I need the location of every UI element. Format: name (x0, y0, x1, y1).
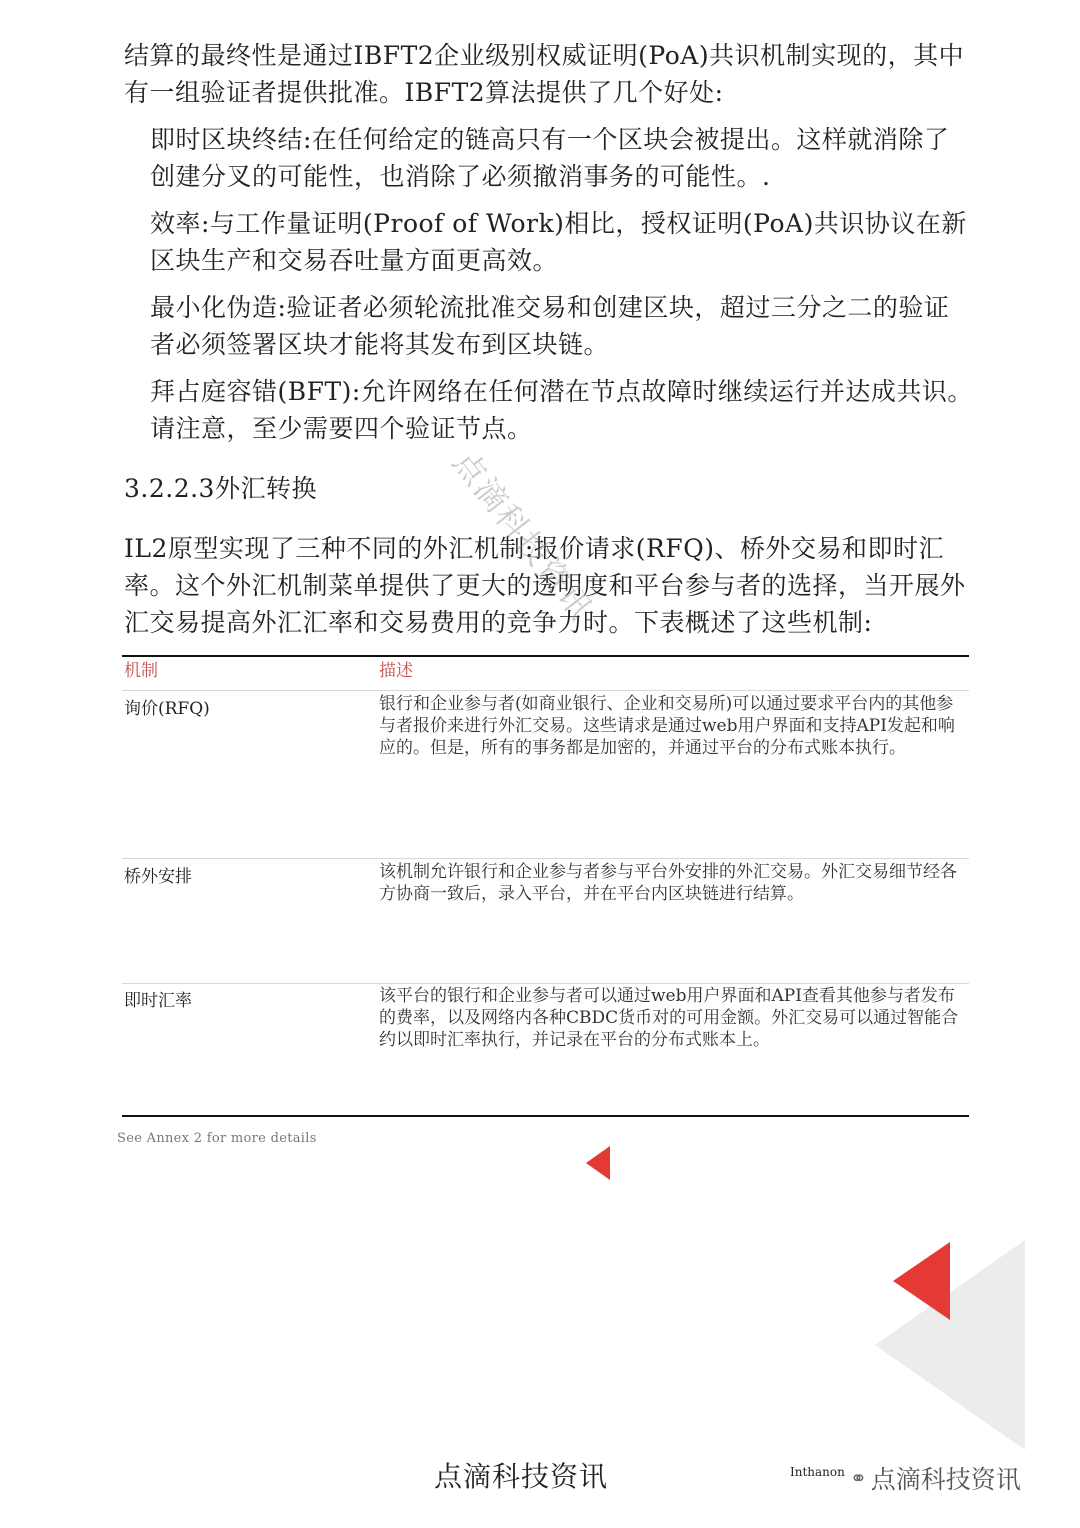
table-row-separator (122, 858, 969, 859)
intro-paragraph: 结算的最终性是通过IBFT2企业级别权威证明(PoA)共识机制实现的，其中有一组验证者提供批准。IBFT2算法提供了几个好处: (124, 41, 965, 107)
table-top-rule (122, 655, 969, 657)
table-bottom-rule (122, 1115, 969, 1117)
footnote: See Annex 2 for more details (117, 1131, 317, 1146)
wechat-icon: ⚭ (850, 1466, 867, 1490)
benefit-item: 拜占庭容错(BFT):允许网络在任何潜在节点故障时继续运行并达成共识。请注意，至少需要四个验证节点。 (150, 377, 973, 443)
wechat-badge-label: 点滴科技资讯 (870, 1465, 1021, 1494)
benefit-item: 效率:与工作量证明(Proof of Work)相比，授权证明(PoA)共识协议在新区块生产和交易吞吐量方面更高效。 (150, 209, 967, 275)
table-row-separator (122, 983, 969, 984)
table-header-mechanism: 机制 (124, 661, 158, 681)
diagonal-watermark: 点滴科技资讯 (445, 443, 601, 628)
wechat-watermark-badge (850, 1460, 1021, 1496)
red-triangle-decoration-small (586, 1146, 610, 1180)
table-cell-mechanism: 即时汇率 (124, 991, 192, 1011)
section-heading: 3.2.2.3外汇转换 (124, 474, 317, 503)
table-row-separator (122, 690, 969, 691)
table-cell-description: 该平台的银行和企业参与者可以通过web用户界面和API查看其他参与者发布的费率，以及网络内各种CBDC货币对的可用金额。外汇交易可以通过智能合约以即时汇率执行，并记录在平台的分布式账本上。 (379, 986, 959, 1050)
footer-title: 点滴科技资讯 (434, 1460, 609, 1493)
footer-inthanon-text: Inthanon (790, 1465, 845, 1479)
table-cell-mechanism: 桥外安排 (124, 867, 192, 887)
table-cell-description: 银行和企业参与者(如商业银行、企业和交易所)可以通过要求平台内的其他参与者报价来进行外汇交易。这些请求是通过web用户界面和支持API发起和响应的。但是，所有的事务都是加密的，并通过平台的分布式账本执行。 (379, 694, 955, 758)
benefit-item: 即时区块终结:在任何给定的链高只有一个区块会被提出。这样就消除了创建分叉的可能性，也消除了必须撤消事务的可能性。. (150, 125, 950, 191)
red-triangle-decoration-large (893, 1242, 950, 1320)
table-header-description: 描述 (379, 661, 413, 681)
benefit-item: 最小化伪造:验证者必须轮流批准交易和创建区块，超过三分之二的验证者必须签署区块才能将其发布到区块链。 (150, 293, 950, 359)
table-cell-mechanism: 询价(RFQ) (124, 699, 210, 719)
fx-paragraph: IL2原型实现了三种不同的外汇机制:报价请求(RFQ)、桥外交易和即时汇率。这个外汇机制菜单提供了更大的透明度和平台参与者的选择，当开展外汇交易提高外汇汇率和交易费用的竞争力时。下表概述了这些机制: (124, 534, 966, 637)
table-cell-description: 该机制允许银行和企业参与者参与平台外安排的外汇交易。外汇交易细节经各方协商一致后，录入平台，并在平台内区块链进行结算。 (379, 862, 957, 904)
